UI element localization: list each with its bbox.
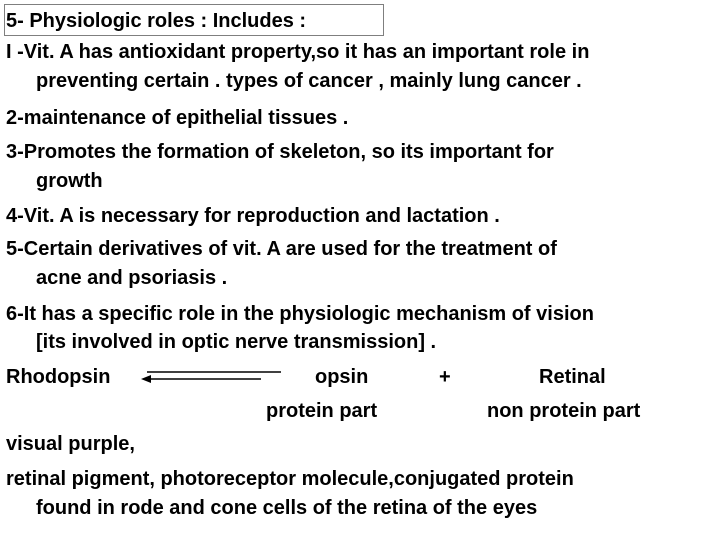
text-line-2: preventing certain . types of cancer , mainly lung cancer . [36, 70, 582, 92]
reaction-product-1: opsin [315, 366, 369, 388]
text-line-13: found in rode and cone cells of the retina of the eyes [36, 497, 538, 519]
text-line-11: visual purple, [6, 433, 135, 455]
reaction-plus: + [439, 366, 451, 388]
text-line-1: I -Vit. A has antioxidant property,so it has an important role in [6, 41, 590, 63]
slide-title: 5- Physiologic roles : Includes : [6, 10, 307, 32]
reaction-product-2: Retinal [539, 366, 606, 388]
arrow-head-left [141, 375, 151, 383]
reaction-product-2-desc: non protein part [487, 400, 641, 422]
text-line-9: 6-It has a specific role in the physiologic mechanism of vision [6, 303, 594, 325]
text-line-3: 2-maintenance of epithelial tissues . [6, 107, 349, 129]
text-line-10: [its involved in optic nerve transmission] . [36, 331, 437, 353]
text-line-4: 3-Promotes the formation of skeleton, so its important for [6, 141, 554, 163]
text-line-7: 5-Certain derivatives of vit. A are used for the treatment of [6, 238, 557, 260]
text-line-6: 4-Vit. A is necessary for reproduction and lactation . [6, 205, 500, 227]
text-line-8: acne and psoriasis . [36, 267, 228, 289]
double-arrow-icon [141, 366, 286, 386]
reaction-product-1-desc: protein part [266, 400, 378, 422]
text-line-5: growth [36, 170, 103, 192]
text-line-12: retinal pigment, photoreceptor molecule,conjugated protein [6, 468, 574, 490]
reaction-left: Rhodopsin [6, 366, 111, 388]
